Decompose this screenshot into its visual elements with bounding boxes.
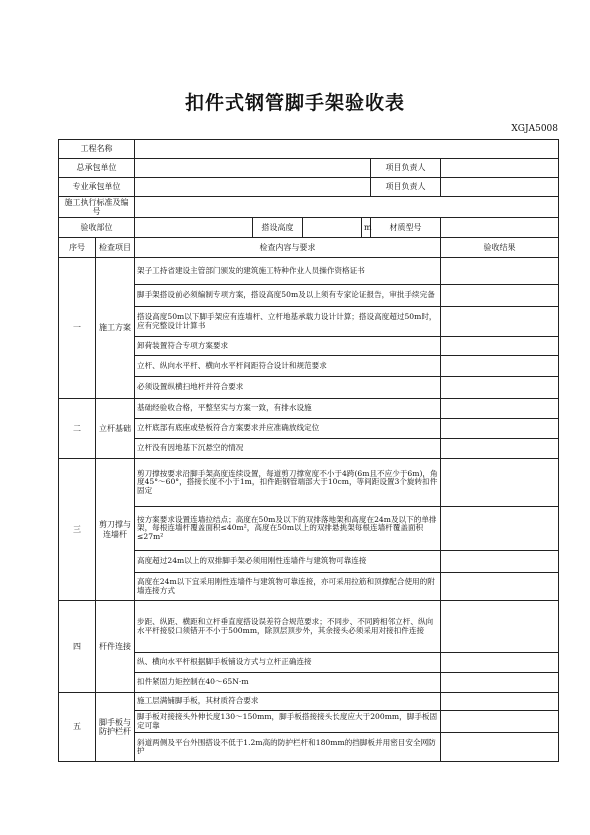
requirement-text: 架子工持省建设主管部门颁发的建筑施工特种作业人员操作资格证书 xyxy=(135,258,441,285)
result-cell[interactable] xyxy=(441,693,559,711)
label-pm1: 项目负责人 xyxy=(371,159,441,178)
header-result: 验收结果 xyxy=(441,238,559,258)
section-number: 五 xyxy=(59,693,96,762)
section-number: 三 xyxy=(59,459,96,601)
requirement-text: 立杆底部有底座或垫板符合方案要求并应准确放线定位 xyxy=(135,419,441,439)
result-cell[interactable] xyxy=(441,459,559,507)
label-general-contractor: 总承包单位 xyxy=(59,159,135,178)
label-material: 材质型号 xyxy=(371,218,441,238)
label-pm2: 项目负责人 xyxy=(371,178,441,197)
result-cell[interactable] xyxy=(441,307,559,337)
requirement-text: 搭设高度50m以下脚手架应有连墙杆、立杆地基承载力设计计算；搭设高度超过50m时，应有完整设计计算书 xyxy=(135,307,441,337)
value-sub-contractor[interactable] xyxy=(135,178,371,197)
header-no: 序号 xyxy=(59,238,96,258)
label-project-name: 工程名称 xyxy=(59,140,135,159)
section-item: 脚手板与防护栏杆 xyxy=(96,693,135,762)
value-pm2[interactable] xyxy=(441,178,559,197)
result-cell[interactable] xyxy=(441,377,559,399)
section-number: 四 xyxy=(59,601,96,693)
requirement-text: 剪刀撑按要求沿脚手架高度连续设置，每道剪刀撑宽度不小于4跨(6m且不应少于6m)，角度45°～60°，搭接长度不小于1m，扣件距钢管端部大于10cm，等间距设置3个旋转扣件固定 xyxy=(135,459,441,507)
form-code: XGJA5008 xyxy=(511,124,558,134)
row-header xyxy=(59,238,559,258)
requirement-text: 基础经验收合格，平整坚实与方案一致，有排水设施 xyxy=(135,399,441,419)
label-acceptance-part: 验收部位 xyxy=(59,218,135,238)
value-project-name[interactable] xyxy=(135,140,559,159)
result-cell[interactable] xyxy=(441,653,559,673)
row-project-name xyxy=(59,140,559,159)
value-acceptance-part[interactable] xyxy=(135,218,253,238)
row-general-contractor xyxy=(59,159,559,178)
value-general-contractor[interactable] xyxy=(135,159,371,178)
requirement-text: 高度超过24m以上的双排脚手架必须用刚性连墙件与建筑物可靠连接 xyxy=(135,551,441,573)
requirement-text: 脚手架搭设前必须编制专项方案，搭设高度50m及以上须有专家论证报告，审批手续完备 xyxy=(135,285,441,307)
requirement-text: 脚手板对接接头外伸长度130～150mm，脚手板搭接接头长度应大于200mm，脚手板固定可靠 xyxy=(135,711,441,733)
section-item: 立杆基础 xyxy=(96,399,135,459)
acceptance-table xyxy=(58,139,559,762)
result-cell[interactable] xyxy=(441,356,559,377)
label-unit-m: m xyxy=(362,218,371,238)
result-cell[interactable] xyxy=(441,673,559,693)
requirement-text: 必须设置纵横扫地杆并符合要求 xyxy=(135,377,441,399)
section-number: 一 xyxy=(59,258,96,399)
label-standard: 施工执行标准及编号 xyxy=(59,197,135,218)
value-height[interactable] xyxy=(303,218,362,238)
requirement-text: 步距、纵距、横距和立杆垂直度搭设误差符合规范要求；不同步、不同跨相邻立杆、纵向水平杆接驳口须错开不小于500mm，除顶层顶步外，其余接头必须采用对接扣件连接 xyxy=(135,601,441,653)
requirement-text: 立杆没有因地基下沉悬空的情况 xyxy=(135,439,441,459)
result-cell[interactable] xyxy=(441,601,559,653)
result-cell[interactable] xyxy=(441,551,559,573)
inspection-row xyxy=(59,399,559,419)
requirement-text: 斜道两侧及平台外围搭设不低于1.2m高的防护栏杆和180mm的挡脚板并用密目安全网防护 xyxy=(135,733,441,762)
result-cell[interactable] xyxy=(441,258,559,285)
result-cell[interactable] xyxy=(441,439,559,459)
requirement-text: 施工层满铺脚手板，其材质符合要求 xyxy=(135,693,441,711)
requirement-text: 纵、横向水平杆根据脚手板铺设方式与立杆正确连接 xyxy=(135,653,441,673)
section-item: 剪刀撑与连墙杆 xyxy=(96,459,135,601)
row-standard xyxy=(59,197,559,218)
page-title: 扣件式钢管脚手架验收表 xyxy=(184,92,405,114)
section-number: 二 xyxy=(59,399,96,459)
inspection-row xyxy=(59,601,559,653)
result-cell[interactable] xyxy=(441,285,559,307)
value-standard[interactable] xyxy=(135,197,559,218)
value-material[interactable] xyxy=(441,218,559,238)
requirement-text: 高度在24m以下宜采用刚性连墙件与建筑物可靠连接，亦可采用拉筋和顶撑配合使用的附墙连接方式 xyxy=(135,573,441,601)
result-cell[interactable] xyxy=(441,337,559,356)
label-height: 搭设高度 xyxy=(253,218,303,238)
result-cell[interactable] xyxy=(441,711,559,733)
header-content: 检查内容与要求 xyxy=(135,238,441,258)
row-acceptance-part xyxy=(59,218,559,238)
requirement-text: 按方案要求设置连墙拉结点；高度在50m及以下的双排落地架和高度在24m及以下的单排架，每根连墙杆覆盖面积≤40m²，高度在50m以上的双排悬挑架每根连墙杆覆盖面积≤27m² xyxy=(135,507,441,551)
requirement-text: 卸荷装置符合专项方案要求 xyxy=(135,337,441,356)
requirement-text: 扣件紧固力矩控制在40～65N·m xyxy=(135,673,441,693)
inspection-row xyxy=(59,693,559,711)
section-item: 施工方案 xyxy=(96,258,135,399)
result-cell[interactable] xyxy=(441,573,559,601)
header-item: 检查项目 xyxy=(96,238,135,258)
value-pm1[interactable] xyxy=(441,159,559,178)
result-cell[interactable] xyxy=(441,733,559,762)
inspection-row xyxy=(59,258,559,285)
result-cell[interactable] xyxy=(441,507,559,551)
section-item: 杆件连接 xyxy=(96,601,135,693)
label-sub-contractor: 专业承包单位 xyxy=(59,178,135,197)
result-cell[interactable] xyxy=(441,419,559,439)
inspection-row xyxy=(59,459,559,507)
requirement-text: 立杆、纵向水平杆、横向水平杆间距符合设计和规范要求 xyxy=(135,356,441,377)
row-sub-contractor xyxy=(59,178,559,197)
result-cell[interactable] xyxy=(441,399,559,419)
